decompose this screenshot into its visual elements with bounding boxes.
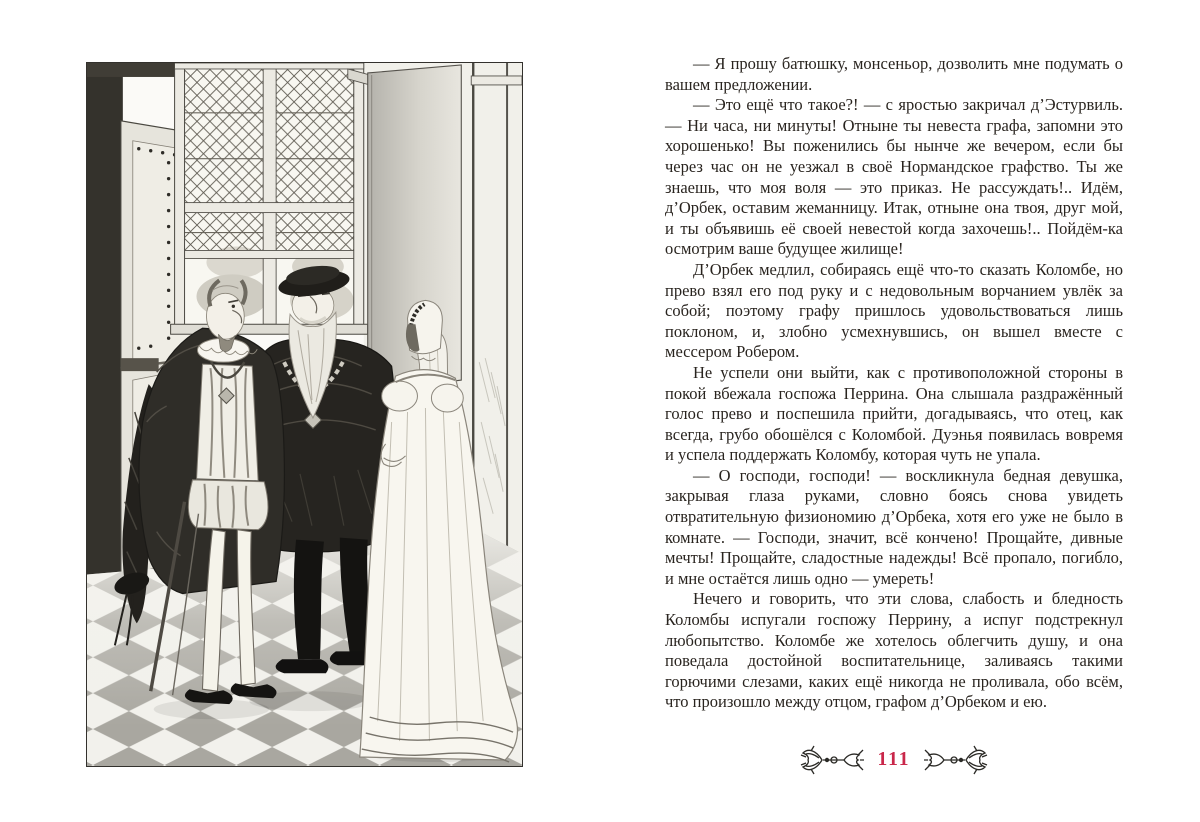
paragraph: — Я прошу батюшку, монсеньор, дозволить мне подумать о вашем предложении. [665, 54, 1123, 94]
page-footer [665, 742, 1123, 778]
body-text [665, 54, 1123, 713]
leaded-window [171, 63, 368, 334]
book-illustration [86, 62, 523, 767]
floral-ornament-right-icon [924, 745, 988, 775]
paragraph: — Это ещё что такое?! — с яростью закричал д’Эстурвиль. — Ни часа, ни минуты! Отныне ты невеста графа, запомни это хорошенько! Вы поженились бы нынче же вечером, если бы через час он не уезжал в своё Нормандское графство. Ты же знаешь, что моя воля — это приказ. Не рассуждать!.. Идём, д’Орбек, оставим жеманницу. Итак, отныне она твоя, друг мой, и ты объявишь её своей невестой когда захочешь!.. Пойдём-ка осмотрим ваше будущее жилище! [665, 95, 1123, 259]
paragraph: Нечего и говорить, что эти слова, слабость и бледность Коломбы испугали госпожу Перрину, а испуг подстрекнул любопытство. Коломбе же хотелось облегчить душу, и она поведала достойной воспитательнице, заливаясь такими горючими слезами, каких ещё никогда не проливала, обо всём, что произошло между отцом, графом д’Орбеком и ею. [665, 589, 1123, 712]
paragraph: Д’Орбек медлил, собираясь ещё что-то сказать Коломбе, но прево взял его под руку и с недовольным ворчанием увлёк за собой; поэтому графу пришлось удовольствоваться лишь поклоном, и, злобно усмехнувшись, он вышел вместе с мессером Робером. [665, 259, 1123, 362]
illustration-drawing [87, 63, 522, 766]
floral-ornament-left-icon [800, 745, 864, 775]
paragraph: — О господи, господи! — воскликнула бедная девушка, закрывая глаза руками, словно боясь снова увидеть отвратительную физиономию д’Орбека, хотя его уже не было в комнате. — Господи, значит, всё кончено! Прощайте, дивные мечты! Прощайте, сладостные надежды! Всё пропало, погибло, и мне остаётся лишь одно — умереть! [665, 465, 1123, 588]
page-number: 111 [877, 749, 911, 771]
paragraph: Не успели они выйти, как с противоположной стороны в покой вбежала госпожа Перрина. Она слышала раздражённый голос прево и поспешила прийти, догадываясь, что отец, как всегда, грубо обошёлся с Коломбой. Дуэнья появилась вовремя и успела поддержать Коломбу, которая чуть не упала. [665, 362, 1123, 465]
